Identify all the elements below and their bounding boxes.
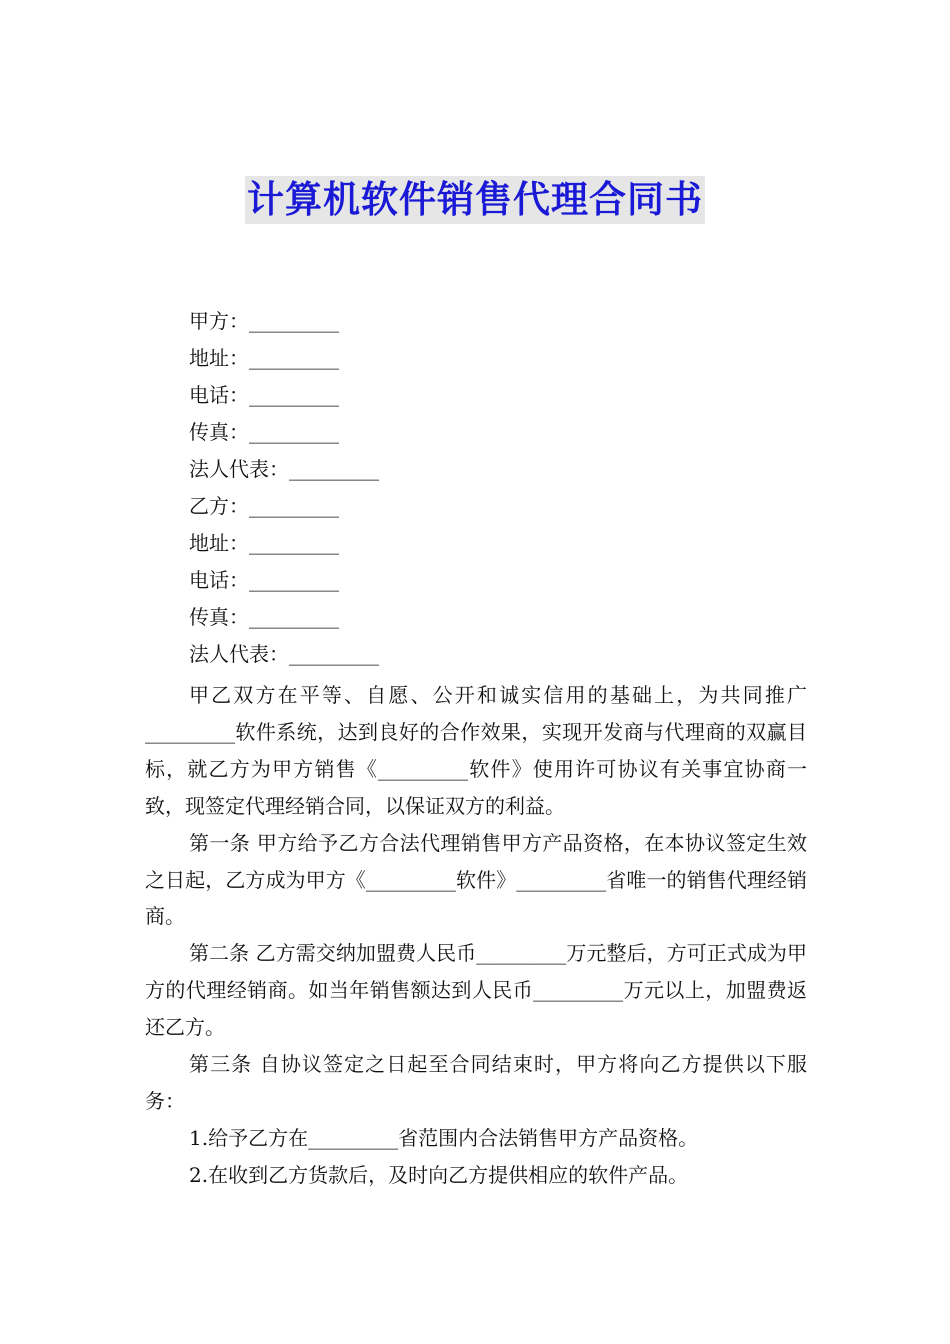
service-item-1: 1.给予乙方在_________省范围内合法销售甲方产品资格。 <box>189 1125 699 1150</box>
party-b-fax: 传真：_________ <box>189 605 339 629</box>
party-a-address: 地址：_________ <box>189 346 339 370</box>
party-a-phone: 电话：_________ <box>189 383 339 407</box>
title-container <box>0 176 950 224</box>
service-item-2: 2.在收到乙方货款后，及时向乙方提供相应的软件产品。 <box>189 1162 689 1187</box>
preamble-paragraph: 甲乙双方在平等、自愿、公开和诚实信用的基础上，为共同推广_________软件系统，达到良好的合作效果，实现开发商与代理商的双赢目标，就乙方为甲方销售《_________软件》使用许可协议有关事宜协商一致，现签定代理经销合同，以保证双方的利益。 <box>145 683 807 818</box>
party-info <box>189 306 379 676</box>
party-b-name: 乙方：_________ <box>189 494 339 518</box>
article-2: 第二条 乙方需交纳加盟费人民币_________万元整后，方可正式成为甲方的代理经销商。如当年销售额达到人民币_________万元以上，加盟费返还乙方。 <box>145 941 807 1040</box>
party-b-phone: 电话：_________ <box>189 568 339 592</box>
article-1: 第一条 甲方给予乙方合法代理销售甲方产品资格，在本协议签定生效之日起，乙方成为甲方《_________软件》_________省唯一的销售代理经销商。 <box>145 830 807 929</box>
document-title: 计算机软件销售代理合同书 <box>245 176 705 224</box>
party-b-legal-rep: 法人代表：_________ <box>189 642 379 666</box>
article-3: 第三条 自协议签定之日起至合同结束时，甲方将向乙方提供以下服务： <box>145 1052 807 1113</box>
party-a-fax: 传真：_________ <box>189 420 339 444</box>
party-b-address: 地址：_________ <box>189 531 339 555</box>
party-a-name: 甲方：_________ <box>189 309 339 333</box>
party-a-legal-rep: 法人代表：_________ <box>189 457 379 481</box>
contract-body <box>145 677 807 1194</box>
